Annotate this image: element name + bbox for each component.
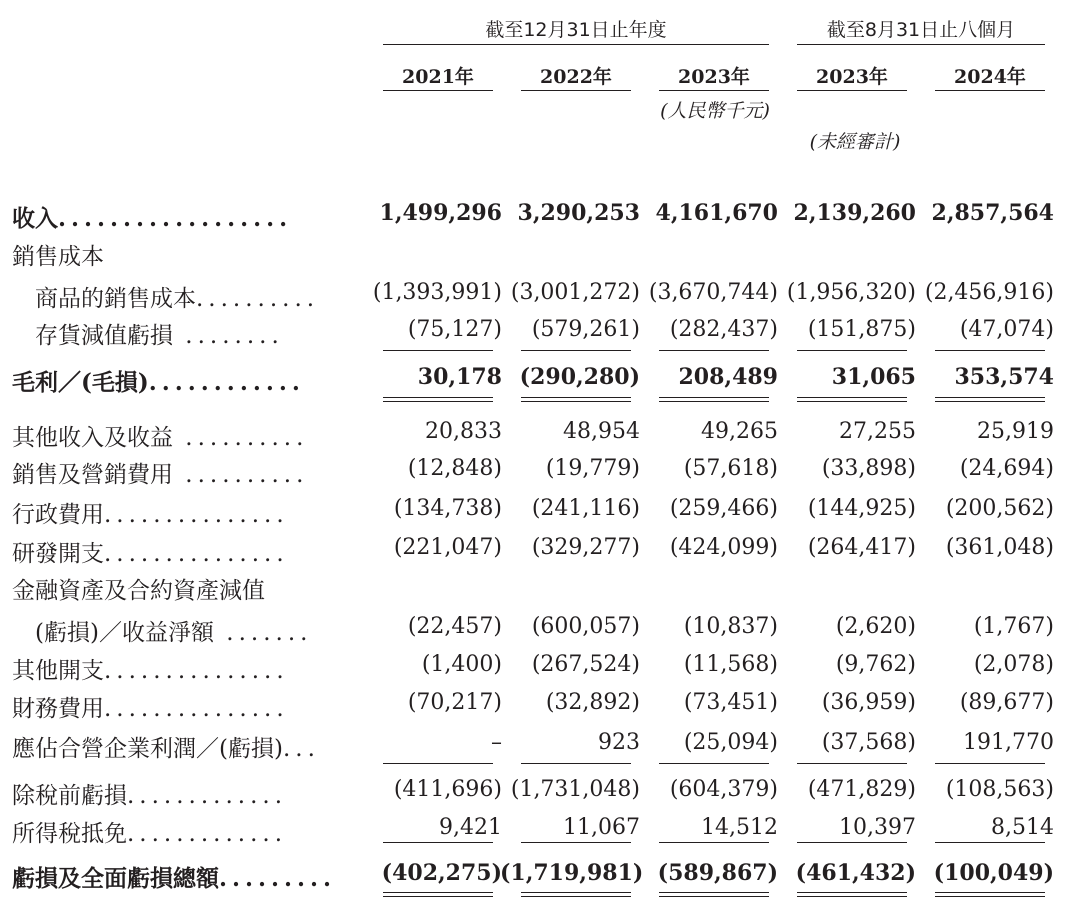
cell-value: (200,562) xyxy=(945,496,1054,521)
column-header-2023: 2023年 xyxy=(678,66,750,88)
cell-value: (22,457) xyxy=(407,614,502,639)
cell-value: (89,677) xyxy=(959,690,1054,715)
cell-value: (604,379) xyxy=(669,777,778,802)
header-group-fiscal-years-underline xyxy=(383,44,769,45)
cell-value: 353,574 xyxy=(954,364,1054,390)
row-label-text: 金融資產及合約資產減值 xyxy=(12,578,265,604)
row-label xyxy=(12,364,305,397)
cell-value: 49,265 xyxy=(701,419,778,444)
double-rule-top xyxy=(935,397,1045,398)
double-rule-top xyxy=(935,892,1045,893)
header-group-eight-months: 截至8月31日止八個月 xyxy=(826,19,1016,41)
cell-value: (267,524) xyxy=(531,652,640,677)
row-label-text: 研發開支 xyxy=(12,541,104,567)
cell-value: (402,275) xyxy=(381,860,502,886)
cell-value: 8,514 xyxy=(991,815,1054,840)
row-label-text: 收入 xyxy=(12,205,58,232)
cell-value: (11,568) xyxy=(683,652,778,677)
double-rule-bottom xyxy=(935,401,1045,402)
column-underline xyxy=(935,90,1045,91)
subtotal-rule xyxy=(935,350,1045,351)
row-label xyxy=(12,777,287,810)
cell-value: (1,956,320) xyxy=(786,280,916,305)
leader-dots: .......... xyxy=(173,462,309,488)
cell-value: (10,837) xyxy=(683,614,778,639)
subtotal-rule xyxy=(383,842,493,843)
column-underline xyxy=(383,90,493,91)
leader-dots: ... xyxy=(282,736,320,762)
row-label xyxy=(12,280,319,313)
cell-value: (151,875) xyxy=(807,317,916,342)
subtotal-rule xyxy=(797,763,907,764)
double-rule-bottom xyxy=(659,896,769,897)
cell-value: 2,139,260 xyxy=(793,200,916,226)
cell-value: (241,116) xyxy=(531,496,640,521)
cell-value: (264,417) xyxy=(807,535,916,560)
double-rule-top xyxy=(797,892,907,893)
column-underline xyxy=(521,90,631,91)
subtotal-rule xyxy=(659,763,769,764)
cell-value: (411,696) xyxy=(393,777,502,802)
cell-value: (290,280) xyxy=(519,364,640,390)
cell-value: 208,489 xyxy=(678,364,778,390)
row-label xyxy=(12,690,289,723)
row-label-text: 除稅前虧損 xyxy=(12,783,127,809)
cell-value: 25,919 xyxy=(977,419,1054,444)
cell-value: 11,067 xyxy=(563,815,640,840)
cell-value: 923 xyxy=(598,730,640,755)
leader-dots: ............... xyxy=(104,502,289,528)
row-label xyxy=(12,419,308,452)
leader-dots: ......... xyxy=(219,865,337,892)
cell-value: (259,466) xyxy=(669,496,778,521)
cell-value: (1,731,048) xyxy=(510,777,640,802)
leader-dots: .................. xyxy=(58,205,293,232)
row-label-text: (虧損)／收益淨額 xyxy=(12,620,214,646)
cell-value: 3,290,253 xyxy=(517,200,640,226)
double-rule-top xyxy=(521,892,631,893)
double-rule-top xyxy=(659,397,769,398)
row-label xyxy=(12,496,289,529)
cell-value: (1,400) xyxy=(421,652,502,677)
cell-value: (36,959) xyxy=(821,690,916,715)
double-rule-bottom xyxy=(521,401,631,402)
cell-value: 27,255 xyxy=(839,419,916,444)
cell-value: 14,512 xyxy=(701,815,778,840)
cell-value: (2,078) xyxy=(973,652,1054,677)
double-rule-top xyxy=(383,892,493,893)
cell-value: (600,057) xyxy=(531,614,640,639)
row-label xyxy=(12,200,292,233)
double-rule-bottom xyxy=(383,896,493,897)
row-label-text: 商品的銷售成本 xyxy=(12,286,196,312)
column-header-2021: 2021年 xyxy=(402,66,474,88)
cell-value: (471,829) xyxy=(807,777,916,802)
double-rule-bottom xyxy=(935,896,1045,897)
cell-value: (70,217) xyxy=(407,690,502,715)
row-label xyxy=(12,614,312,647)
cell-value: (134,738) xyxy=(393,496,502,521)
cell-value: (144,925) xyxy=(807,496,916,521)
column-underline xyxy=(659,90,769,91)
cell-value: (221,047) xyxy=(393,535,502,560)
column-header-2022: 2022年 xyxy=(540,66,612,88)
header-group-eight-months-underline xyxy=(797,44,1045,45)
cell-value: 9,421 xyxy=(439,815,502,840)
double-rule-top xyxy=(521,397,631,398)
cell-value: (12,848) xyxy=(407,456,502,481)
row-label-text: 毛利／(毛損) xyxy=(12,369,149,396)
subtotal-rule xyxy=(521,350,631,351)
cell-value: (24,694) xyxy=(959,456,1054,481)
cell-value: 30,178 xyxy=(417,364,502,390)
double-rule-bottom xyxy=(797,896,907,897)
leader-dots: ............... xyxy=(104,658,289,684)
cell-value: – xyxy=(491,730,502,755)
cell-value: (589,867) xyxy=(657,860,778,886)
cell-value: (2,456,916) xyxy=(924,280,1054,305)
cell-value: 31,065 xyxy=(831,364,916,390)
cell-value: (1,719,981) xyxy=(500,860,644,886)
cell-value: 48,954 xyxy=(563,419,640,444)
cell-value: (2,620) xyxy=(835,614,916,639)
cell-value: (1,393,991) xyxy=(372,280,502,305)
cell-value: (1,767) xyxy=(973,614,1054,639)
cell-value: (75,127) xyxy=(407,317,502,342)
row-label-text: 財務費用 xyxy=(12,696,104,722)
double-rule-bottom xyxy=(521,896,631,897)
row-label xyxy=(12,652,289,685)
double-rule-bottom xyxy=(797,401,907,402)
leader-dots: ........ xyxy=(173,323,284,349)
subtotal-rule xyxy=(935,763,1045,764)
cell-value: (9,762) xyxy=(835,652,916,677)
cell-value: (25,094) xyxy=(683,730,778,755)
row-label-text: 所得稅抵免 xyxy=(12,821,127,847)
leader-dots: ............... xyxy=(104,696,289,722)
subtotal-rule xyxy=(797,350,907,351)
cell-value: (108,563) xyxy=(945,777,1054,802)
double-rule-top xyxy=(383,397,493,398)
cell-value: (579,261) xyxy=(531,317,640,342)
cell-value: 1,499,296 xyxy=(379,200,502,226)
row-label xyxy=(12,535,289,568)
double-rule-bottom xyxy=(383,401,493,402)
leader-dots: ....... xyxy=(213,620,313,646)
subtotal-rule xyxy=(659,842,769,843)
cell-value: (3,001,272) xyxy=(510,280,640,305)
leader-dots: ............. xyxy=(127,783,288,809)
row-label-text: 應佔合營企業利潤／(虧損) xyxy=(12,736,283,762)
row-label-text: 其他收入及收益 xyxy=(12,425,173,451)
cell-value: (3,670,744) xyxy=(648,280,778,305)
header-group-fiscal-years: 截至12月31日止年度 xyxy=(485,19,667,41)
row-label xyxy=(12,860,336,893)
cell-value: (33,898) xyxy=(821,456,916,481)
row-label-text: 虧損及全面虧損總額 xyxy=(12,865,219,892)
cell-value: 2,857,564 xyxy=(931,200,1054,226)
subtotal-rule xyxy=(383,350,493,351)
row-label xyxy=(12,815,287,848)
column-underline xyxy=(797,90,907,91)
cell-value: 20,833 xyxy=(425,419,502,444)
row-label xyxy=(12,317,284,350)
cell-value: 4,161,670 xyxy=(655,200,778,226)
cell-value: (424,099) xyxy=(669,535,778,560)
row-label xyxy=(12,572,265,605)
row-label xyxy=(12,238,104,271)
cell-value: (461,432) xyxy=(795,860,916,886)
row-label-text: 行政費用 xyxy=(12,502,104,528)
cell-value: (32,892) xyxy=(545,690,640,715)
leader-dots: ............. xyxy=(127,821,288,847)
leader-dots: ............... xyxy=(104,541,289,567)
row-label-text: 銷售成本 xyxy=(12,244,104,270)
cell-value: 191,770 xyxy=(963,730,1054,755)
subtotal-rule xyxy=(935,842,1045,843)
cell-value: (73,451) xyxy=(683,690,778,715)
row-label-text: 存貨減值虧損 xyxy=(12,323,173,349)
column-header-2023-eight-months: 2023年 xyxy=(816,66,888,88)
cell-value: (361,048) xyxy=(945,535,1054,560)
cell-value: (329,277) xyxy=(531,535,640,560)
cell-value: (47,074) xyxy=(959,317,1054,342)
double-rule-bottom xyxy=(659,401,769,402)
subtotal-rule xyxy=(797,842,907,843)
leader-dots: .......... xyxy=(196,286,320,312)
cell-value: 10,397 xyxy=(839,815,916,840)
row-label xyxy=(12,456,308,489)
subtotal-rule xyxy=(383,763,493,764)
cell-value: (37,568) xyxy=(821,730,916,755)
double-rule-top xyxy=(659,892,769,893)
cell-value: (57,618) xyxy=(683,456,778,481)
leader-dots: .......... xyxy=(173,425,309,451)
double-rule-top xyxy=(797,397,907,398)
row-label xyxy=(12,730,320,763)
unaudited-note: (未經審計) xyxy=(809,131,901,153)
subtotal-rule xyxy=(521,842,631,843)
subtotal-rule xyxy=(659,350,769,351)
row-label-text: 銷售及營銷費用 xyxy=(12,462,173,488)
subtotal-rule xyxy=(521,763,631,764)
leader-dots: ............ xyxy=(148,369,305,396)
cell-value: (282,437) xyxy=(669,317,778,342)
cell-value: (19,779) xyxy=(545,456,640,481)
row-label-text: 其他開支 xyxy=(12,658,104,684)
cell-value: (100,049) xyxy=(933,860,1054,886)
unit-note: (人民幣千元) xyxy=(660,100,770,122)
column-header-2024-eight-months: 2024年 xyxy=(954,66,1026,88)
